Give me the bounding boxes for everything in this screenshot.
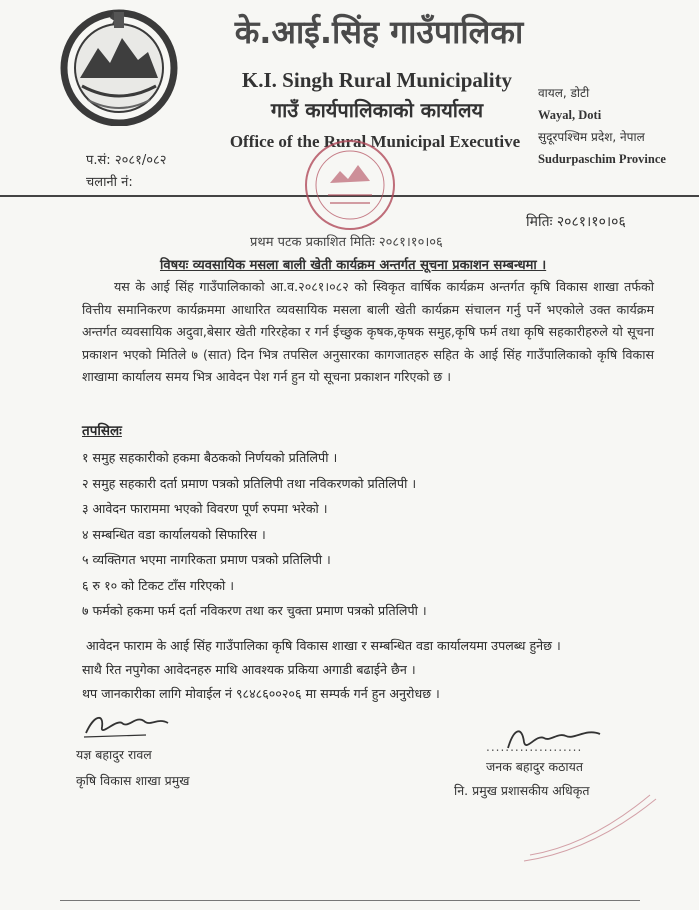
note-incomplete-applications: साथै रित नपुगेका आवेदनहरु माथि आवश्यक प्रकिया अगाडी बढाईने छैन ।: [82, 662, 416, 677]
list-item: २ समुह सहकारी दर्ता प्रमाण पत्रको प्रतिलिपी तथा नविकरणको प्रतिलिपी ।: [82, 475, 417, 491]
office-address: [538, 82, 666, 170]
right-signatory-title: नि. प्रमुख प्रशासकीय अधिकृत: [454, 783, 590, 798]
address-line-1: वायल, डोटी: [538, 86, 590, 100]
list-item: ५ व्यक्तिगत भएमा नागरिकता प्रमाण पत्रको प्रतिलिपी ।: [82, 552, 331, 567]
office-seal-stamp: [300, 135, 400, 235]
dispatch-number: चलानी नं:: [86, 175, 133, 190]
address-line-3: सुदूरपश्चिम प्रदेश, नेपाल: [538, 130, 645, 144]
municipality-name-english: K.I. Singh Rural Municipality: [241, 68, 513, 92]
designation-stamp: [500, 775, 660, 865]
list-item: ३ आवेदन फाराममा भएको विवरण पूर्ण रुपमा भरेको ।: [82, 501, 328, 516]
left-signature: [76, 705, 176, 743]
tapasil-heading: तपसिलः: [82, 423, 122, 439]
address-line-2: Wayal, Doti: [538, 108, 602, 122]
notes-block: [82, 634, 672, 706]
office-name-nepali: गाउँ कार्यपालिकाको कार्यालय: [270, 98, 484, 122]
first-published-date: प्रथम पटक प्रकाशित मितिः २०८१।१०।०६: [250, 235, 443, 250]
municipality-name-nepali: के.आई.सिंह गाउँपालिका: [234, 13, 524, 51]
left-signatory-name: यज्ञ बहादुर रावल: [76, 747, 152, 762]
footer-divider: [60, 900, 640, 901]
note-form-availability: आवेदन फाराम के आई सिंह गाउँपालिका कृषि विकास शाखा र सम्बन्धित वडा कार्यालयमा उपलब्ध हुनेछ ।: [86, 638, 561, 653]
left-signatory: [76, 742, 189, 794]
office-name-english: Office of the Rural Municipal Executive: [229, 132, 521, 151]
right-signatory-name: जनक बहादुर कठायत: [486, 759, 583, 774]
list-item: ६ रु १० को टिकट टाँस गरिएको ।: [82, 577, 235, 593]
note-contact-info: थप जानकारीका लागि मोवाईल नं ९८४८६००२०६ मा सम्पर्क गर्न हुन अनुरोधछ ।: [82, 686, 440, 701]
list-item: ७ फर्मको हकमा फर्म दर्ता नविकरण तथा कर चुक्ता प्रमाण पत्रको प्रतिलिपी ।: [82, 603, 427, 618]
letter-subject: विषयः व्यवसायिक मसला बाली खेती कार्यक्रम अन्तर्गत सूचना प्रकाशन सम्बन्धमा ।: [160, 258, 547, 273]
list-item: ४ सम्बन्धित वडा कार्यालयको सिफारिस ।: [82, 526, 266, 542]
letter-date: मितिः २०८१।१०।०६: [526, 214, 626, 230]
signature-line: ....................: [486, 740, 583, 754]
left-signatory-title: कृषि विकास शाखा प्रमुख: [76, 773, 190, 788]
address-line-4: Sudurpaschim Province: [538, 152, 666, 166]
municipality-emblem-logo: [58, 8, 180, 126]
reference-block: [86, 150, 167, 194]
reference-number: प.सं: २०८१/०८२: [86, 153, 167, 168]
letter-body: यस के आई सिंह गाउँपालिकाको आ.व.२०८१।०८२ को स्विकृत वार्षिक कार्यक्रम अन्तर्गत कृषि विकास शाखा तर्फको वित्तीय समानिकरण कार्यक्रममा आधारित व्यवसायिक मसला बाली खेती कार्यक्रम संचालन गर्नु पर्ने भएकोले उक्त कार्यक्रम अन्तर्गत व्यवसायिक अदुवा,बेसार खेती गरिरहेका र गर्न ईच्छुक कृषक,कृषक समुह,कृषि फर्म तथा कृषि सहकारीहरुले यो सूचना प्रकाशन भएको मितिले ७ (सात) दिन भित्र तपसिल अनुसारका कागजातहरु सहित के आई सिंह गाउँपालिकाको कृषि विकास शाखामा कार्यालय समय भित्र आवेदन पेश गर्न हुन यो सूचना प्रकाशन गरिएको छ ।: [82, 279, 654, 384]
required-documents-list: [82, 445, 427, 624]
list-item: १ समुह सहकारीको हकमा बैठकको निर्णयको प्रतिलिपी ।: [82, 450, 338, 465]
